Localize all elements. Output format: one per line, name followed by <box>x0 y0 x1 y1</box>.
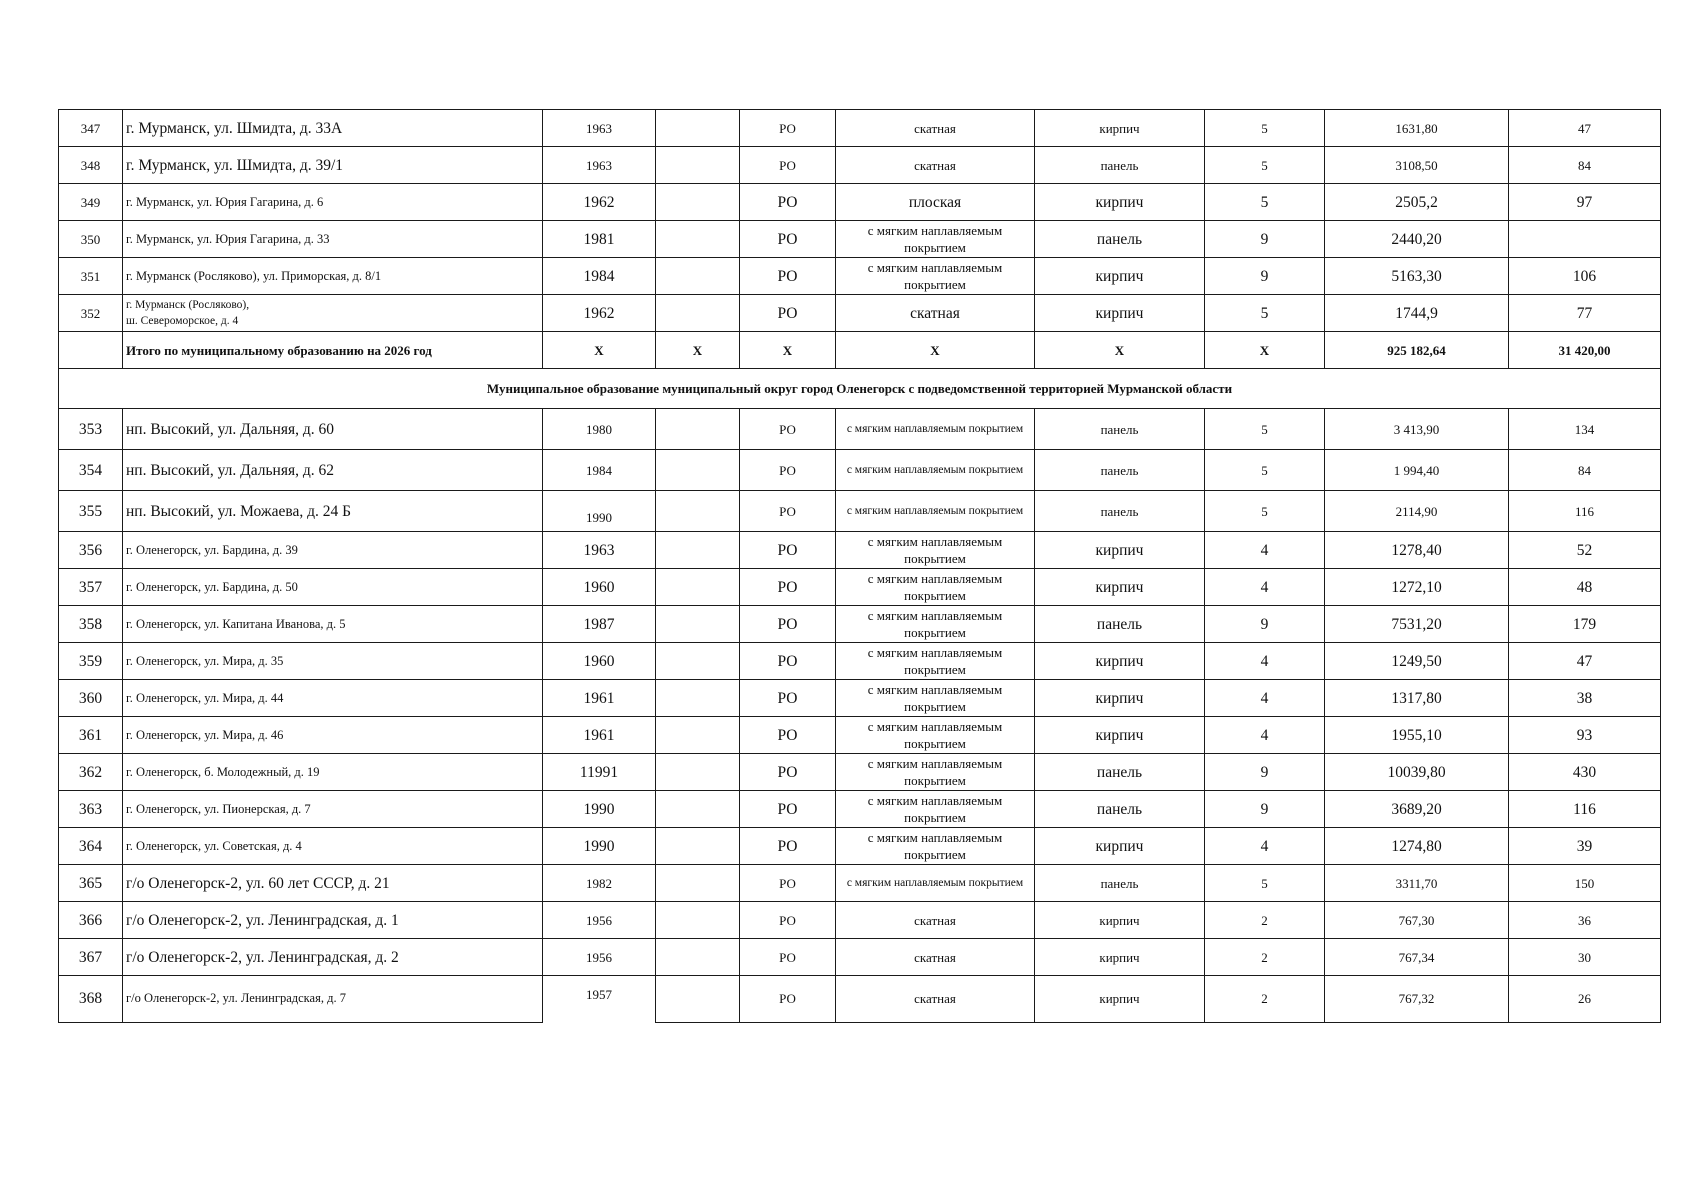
year-cell: 1961 <box>543 717 656 754</box>
walls-cell: кирпич <box>1035 828 1205 865</box>
floors-cell: 5 <box>1205 450 1325 491</box>
floors-cell: 5 <box>1205 110 1325 147</box>
row-number: 368 <box>59 976 123 1023</box>
blank-cell <box>656 532 740 569</box>
year-value: 1990 <box>586 509 612 525</box>
year-cell: 1962 <box>543 184 656 221</box>
floors-cell: 4 <box>1205 717 1325 754</box>
year-cell: 1981 <box>543 221 656 258</box>
address-cell: г. Оленегорск, ул. Капитана Иванова, д. 5 <box>123 606 543 643</box>
floors-cell: 2 <box>1205 976 1325 1023</box>
address-cell: г/о Оленегорск-2, ул. Ленинградская, д. 1 <box>123 902 543 939</box>
row-number: 355 <box>59 491 123 532</box>
year-cell: 1987 <box>543 606 656 643</box>
total-x-floors: X <box>1205 332 1325 369</box>
floors-cell: 5 <box>1205 409 1325 450</box>
roof-cell: плоская <box>836 184 1035 221</box>
address-cell: г. Оленегорск, ул. Мира, д. 35 <box>123 643 543 680</box>
roof-cell: с мягким наплавляемым покрытием <box>836 865 1035 902</box>
area-cell: 3689,20 <box>1325 791 1509 828</box>
table-row <box>59 409 1661 450</box>
blank-cell <box>656 184 740 221</box>
owner-cell: РО <box>740 184 836 221</box>
owner-cell: РО <box>740 409 836 450</box>
blank-cell <box>656 409 740 450</box>
area-cell: 2505,2 <box>1325 184 1509 221</box>
floors-cell: 9 <box>1205 606 1325 643</box>
table-row <box>59 902 1661 939</box>
blank-cell <box>656 606 740 643</box>
area-cell: 767,34 <box>1325 939 1509 976</box>
apartments-cell: 77 <box>1509 295 1661 332</box>
apartments-cell: 150 <box>1509 865 1661 902</box>
roof-cell: с мягким наплавляемым покрытием <box>836 643 1035 680</box>
table-row <box>59 569 1661 606</box>
walls-cell: кирпич <box>1035 717 1205 754</box>
year-cell: 11991 <box>543 754 656 791</box>
walls-cell: панель <box>1035 221 1205 258</box>
total-x-roof: X <box>836 332 1035 369</box>
year-cell: 1957 <box>543 976 656 1023</box>
walls-cell: кирпич <box>1035 532 1205 569</box>
area-cell: 1278,40 <box>1325 532 1509 569</box>
apartments-cell: 36 <box>1509 902 1661 939</box>
roof-cell: с мягким наплавляемым покрытием <box>836 409 1035 450</box>
apartments-cell: 84 <box>1509 450 1661 491</box>
roof-cell: скатная <box>836 110 1035 147</box>
walls-cell: кирпич <box>1035 976 1205 1023</box>
roof-cell: скатная <box>836 939 1035 976</box>
apartments-cell: 116 <box>1509 491 1661 532</box>
address-cell: г. Оленегорск, ул. Бардина, д. 50 <box>123 569 543 606</box>
blank-cell <box>656 147 740 184</box>
year-cell: 1984 <box>543 450 656 491</box>
walls-cell: панель <box>1035 791 1205 828</box>
walls-cell: кирпич <box>1035 258 1205 295</box>
blank-cell <box>656 110 740 147</box>
table-row <box>59 865 1661 902</box>
row-number: 354 <box>59 450 123 491</box>
address-cell: г. Оленегорск, ул. Пионерская, д. 7 <box>123 791 543 828</box>
floors-cell: 2 <box>1205 939 1325 976</box>
walls-cell: панель <box>1035 865 1205 902</box>
area-cell: 767,30 <box>1325 902 1509 939</box>
area-cell: 1274,80 <box>1325 828 1509 865</box>
table-row <box>59 939 1661 976</box>
table-row <box>59 491 1661 532</box>
roof-cell: скатная <box>836 147 1035 184</box>
owner-cell: РО <box>740 606 836 643</box>
year-cell: 1956 <box>543 939 656 976</box>
row-number: 350 <box>59 221 123 258</box>
walls-cell: кирпич <box>1035 680 1205 717</box>
floors-cell: 9 <box>1205 258 1325 295</box>
roof-cell: с мягким наплавляемым покрытием <box>836 569 1035 606</box>
table-row <box>59 532 1661 569</box>
roof-cell: с мягким наплавляемым покрытием <box>836 606 1035 643</box>
address-cell: г. Мурманск, ул. Юрия Гагарина, д. 33 <box>123 221 543 258</box>
area-cell: 10039,80 <box>1325 754 1509 791</box>
total-row <box>59 332 1661 369</box>
walls-cell: панель <box>1035 754 1205 791</box>
apartments-cell: 106 <box>1509 258 1661 295</box>
blank-cell <box>656 791 740 828</box>
owner-cell: РО <box>740 902 836 939</box>
owner-cell: РО <box>740 450 836 491</box>
floors-cell: 9 <box>1205 791 1325 828</box>
year-cell: 1960 <box>543 643 656 680</box>
blank-cell <box>656 828 740 865</box>
apartments-cell: 48 <box>1509 569 1661 606</box>
walls-cell: панель <box>1035 147 1205 184</box>
row-number: 364 <box>59 828 123 865</box>
apartments-cell: 84 <box>1509 147 1661 184</box>
blank-cell <box>656 221 740 258</box>
apartments-cell: 430 <box>1509 754 1661 791</box>
row-number: 352 <box>59 295 123 332</box>
blank-cell <box>656 569 740 606</box>
walls-cell: кирпич <box>1035 110 1205 147</box>
table-row <box>59 450 1661 491</box>
owner-cell: РО <box>740 643 836 680</box>
blank-cell <box>656 295 740 332</box>
area-cell: 767,32 <box>1325 976 1509 1023</box>
walls-cell: кирпич <box>1035 569 1205 606</box>
row-number: 357 <box>59 569 123 606</box>
apartments-cell: 97 <box>1509 184 1661 221</box>
apartments-cell: 116 <box>1509 791 1661 828</box>
table-row <box>59 976 1661 1023</box>
owner-cell: РО <box>740 717 836 754</box>
owner-cell: РО <box>740 791 836 828</box>
apartments-cell: 52 <box>1509 532 1661 569</box>
address-cell: г. Мурманск, ул. Шмидта, д. 33А <box>123 110 543 147</box>
year-cell: 1963 <box>543 532 656 569</box>
apartments-cell: 30 <box>1509 939 1661 976</box>
blank-cell <box>656 976 740 1023</box>
area-cell: 1744,9 <box>1325 295 1509 332</box>
row-number: 351 <box>59 258 123 295</box>
table-row <box>59 717 1661 754</box>
row-number: 358 <box>59 606 123 643</box>
table-row <box>59 221 1661 258</box>
blank-cell <box>656 258 740 295</box>
apartments-cell: 179 <box>1509 606 1661 643</box>
year-cell: 1963 <box>543 110 656 147</box>
row-number: 349 <box>59 184 123 221</box>
row-number: 365 <box>59 865 123 902</box>
address-cell: г. Мурманск, ул. Юрия Гагарина, д. 6 <box>123 184 543 221</box>
year-cell: 1961 <box>543 680 656 717</box>
floors-cell: 4 <box>1205 680 1325 717</box>
address-cell <box>123 295 543 332</box>
floors-cell: 9 <box>1205 221 1325 258</box>
address-cell: г/о Оленегорск-2, ул. Ленинградская, д. 7 <box>123 976 543 1023</box>
owner-cell: РО <box>740 110 836 147</box>
address-line-1: г. Мурманск (Росляково), <box>126 299 250 311</box>
table-row <box>59 110 1661 147</box>
area-cell: 7531,20 <box>1325 606 1509 643</box>
walls-cell: панель <box>1035 450 1205 491</box>
apartments-cell: 26 <box>1509 976 1661 1023</box>
area-cell: 2440,20 <box>1325 221 1509 258</box>
roof-cell: с мягким наплавляемым покрытием <box>836 258 1035 295</box>
address-cell: г. Оленегорск, ул. Бардина, д. 39 <box>123 532 543 569</box>
apartments-cell: 47 <box>1509 110 1661 147</box>
table-row <box>59 184 1661 221</box>
walls-cell: панель <box>1035 491 1205 532</box>
area-cell: 1 994,40 <box>1325 450 1509 491</box>
address-cell: г. Мурманск (Росляково), ул. Приморская, д. 8/1 <box>123 258 543 295</box>
row-number: 360 <box>59 680 123 717</box>
roof-cell: скатная <box>836 976 1035 1023</box>
table-row <box>59 606 1661 643</box>
total-label: Итого по муниципальному образованию на 2026 год <box>123 332 543 369</box>
address-line-2: ш. Североморское, д. 4 <box>126 315 239 327</box>
table-row <box>59 791 1661 828</box>
roof-cell: скатная <box>836 295 1035 332</box>
year-cell: 1960 <box>543 569 656 606</box>
total-x-owner: X <box>740 332 836 369</box>
row-number: 359 <box>59 643 123 680</box>
roof-cell: с мягким наплавляемым покрытием <box>836 717 1035 754</box>
year-cell <box>543 491 656 532</box>
section-title: Муниципальное образование муниципальный округ город Оленегорск с подведомственной территорией Мурманской области <box>59 369 1661 409</box>
floors-cell: 9 <box>1205 754 1325 791</box>
area-cell: 5163,30 <box>1325 258 1509 295</box>
area-cell: 3 413,90 <box>1325 409 1509 450</box>
floors-cell: 5 <box>1205 184 1325 221</box>
year-cell: 1956 <box>543 902 656 939</box>
roof-cell: с мягким наплавляемым покрытием <box>836 754 1035 791</box>
blank-cell <box>656 717 740 754</box>
blank-cell <box>656 939 740 976</box>
floors-cell: 4 <box>1205 828 1325 865</box>
total-x-year: X <box>543 332 656 369</box>
walls-cell: кирпич <box>1035 643 1205 680</box>
owner-cell: РО <box>740 147 836 184</box>
blank-cell <box>656 902 740 939</box>
table-row <box>59 643 1661 680</box>
table-row <box>59 295 1661 332</box>
walls-cell: панель <box>1035 409 1205 450</box>
floors-cell: 5 <box>1205 865 1325 902</box>
floors-cell: 4 <box>1205 643 1325 680</box>
owner-cell: РО <box>740 754 836 791</box>
total-apartments: 31 420,00 <box>1509 332 1661 369</box>
owner-cell: РО <box>740 221 836 258</box>
walls-cell: кирпич <box>1035 295 1205 332</box>
address-cell: г. Оленегорск, ул. Мира, д. 44 <box>123 680 543 717</box>
year-cell: 1990 <box>543 828 656 865</box>
owner-cell: РО <box>740 939 836 976</box>
walls-cell: кирпич <box>1035 902 1205 939</box>
row-number: 356 <box>59 532 123 569</box>
walls-cell: панель <box>1035 606 1205 643</box>
area-cell: 1317,80 <box>1325 680 1509 717</box>
address-cell: нп. Высокий, ул. Дальняя, д. 62 <box>123 450 543 491</box>
area-cell: 3311,70 <box>1325 865 1509 902</box>
area-cell: 3108,50 <box>1325 147 1509 184</box>
table-row <box>59 754 1661 791</box>
area-cell: 2114,90 <box>1325 491 1509 532</box>
blank-cell <box>656 491 740 532</box>
blank-cell <box>656 643 740 680</box>
row-number: 348 <box>59 147 123 184</box>
walls-cell: кирпич <box>1035 939 1205 976</box>
apartments-cell: 134 <box>1509 409 1661 450</box>
row-number: 347 <box>59 110 123 147</box>
floors-cell: 4 <box>1205 569 1325 606</box>
housing-register-table <box>58 109 1661 1023</box>
apartments-cell <box>1509 221 1661 258</box>
apartments-cell: 47 <box>1509 643 1661 680</box>
blank-cell <box>656 680 740 717</box>
total-area: 925 182,64 <box>1325 332 1509 369</box>
floors-cell: 5 <box>1205 295 1325 332</box>
row-number: 367 <box>59 939 123 976</box>
address-cell: г/о Оленегорск-2, ул. Ленинградская, д. 2 <box>123 939 543 976</box>
floors-cell: 5 <box>1205 147 1325 184</box>
section-header-row <box>59 369 1661 409</box>
owner-cell: РО <box>740 258 836 295</box>
apartments-cell: 93 <box>1509 717 1661 754</box>
address-cell: нп. Высокий, ул. Можаева, д. 24 Б <box>123 491 543 532</box>
apartments-cell: 38 <box>1509 680 1661 717</box>
row-number: 362 <box>59 754 123 791</box>
roof-cell: с мягким наплавляемым покрытием <box>836 491 1035 532</box>
owner-cell: РО <box>740 865 836 902</box>
address-cell: г/о Оленегорск-2, ул. 60 лет СССР, д. 21 <box>123 865 543 902</box>
year-cell: 1980 <box>543 409 656 450</box>
roof-cell: с мягким наплавляемым покрытием <box>836 680 1035 717</box>
roof-cell: с мягким наплавляемым покрытием <box>836 450 1035 491</box>
year-cell: 1963 <box>543 147 656 184</box>
area-cell: 1631,80 <box>1325 110 1509 147</box>
blank-cell <box>656 450 740 491</box>
table-row <box>59 680 1661 717</box>
owner-cell: РО <box>740 976 836 1023</box>
floors-cell: 2 <box>1205 902 1325 939</box>
blank-cell <box>656 865 740 902</box>
year-cell: 1990 <box>543 791 656 828</box>
roof-cell: скатная <box>836 902 1035 939</box>
row-number: 366 <box>59 902 123 939</box>
total-x-walls: X <box>1035 332 1205 369</box>
floors-cell: 5 <box>1205 491 1325 532</box>
total-x-blank: X <box>656 332 740 369</box>
row-number: 353 <box>59 409 123 450</box>
row-number: 361 <box>59 717 123 754</box>
walls-cell: кирпич <box>1035 184 1205 221</box>
address-cell: г. Оленегорск, ул. Мира, д. 46 <box>123 717 543 754</box>
year-cell: 1982 <box>543 865 656 902</box>
table-row <box>59 828 1661 865</box>
address-cell: нп. Высокий, ул. Дальняя, д. 60 <box>123 409 543 450</box>
year-cell: 1962 <box>543 295 656 332</box>
owner-cell: РО <box>740 295 836 332</box>
total-number-cell <box>59 332 123 369</box>
table-row <box>59 258 1661 295</box>
owner-cell: РО <box>740 491 836 532</box>
address-cell: г. Оленегорск, ул. Советская, д. 4 <box>123 828 543 865</box>
owner-cell: РО <box>740 569 836 606</box>
area-cell: 1249,50 <box>1325 643 1509 680</box>
roof-cell: с мягким наплавляемым покрытием <box>836 532 1035 569</box>
area-cell: 1955,10 <box>1325 717 1509 754</box>
owner-cell: РО <box>740 828 836 865</box>
blank-cell <box>656 754 740 791</box>
roof-cell: с мягким наплавляемым покрытием <box>836 828 1035 865</box>
area-cell: 1272,10 <box>1325 569 1509 606</box>
apartments-cell: 39 <box>1509 828 1661 865</box>
row-number: 363 <box>59 791 123 828</box>
year-cell: 1984 <box>543 258 656 295</box>
address-cell: г. Мурманск, ул. Шмидта, д. 39/1 <box>123 147 543 184</box>
floors-cell: 4 <box>1205 532 1325 569</box>
address-cell: г. Оленегорск, б. Молодежный, д. 19 <box>123 754 543 791</box>
owner-cell: РО <box>740 532 836 569</box>
roof-cell: с мягким наплавляемым покрытием <box>836 791 1035 828</box>
table-row <box>59 147 1661 184</box>
owner-cell: РО <box>740 680 836 717</box>
roof-cell: с мягким наплавляемым покрытием <box>836 221 1035 258</box>
